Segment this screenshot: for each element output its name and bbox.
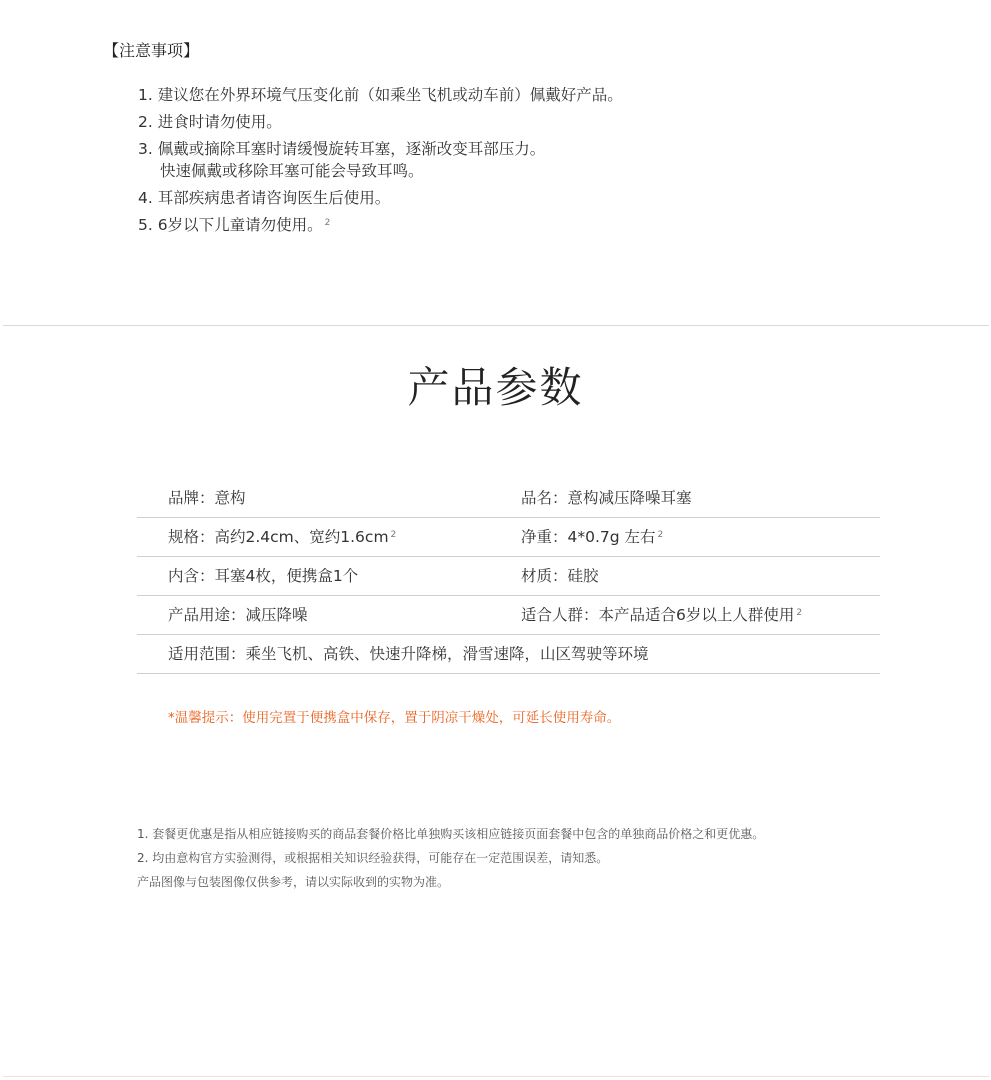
note-item-5 xyxy=(138,214,623,236)
note-number: 3. xyxy=(138,140,153,158)
note-text: 耳部疾病患者请咨询医生后使用。 xyxy=(157,189,391,207)
param-contents: 内含：耳塞4枚，便携盒1个 xyxy=(168,567,359,585)
params-row xyxy=(137,518,880,557)
note-number: 2. xyxy=(138,113,153,131)
note-number: 1. xyxy=(138,86,153,104)
footnotes xyxy=(137,826,764,898)
param-usage: 产品用途：减压降噪 xyxy=(168,606,308,624)
note-item-1 xyxy=(138,84,623,106)
footnote-1: 1. 套餐更优惠是指从相应链接购买的商品套餐价格比单独购买该相应链接页面套餐中包含的单独商品价格之和更优惠。 xyxy=(137,827,765,841)
note-number: 5. xyxy=(138,216,153,234)
params-table xyxy=(137,479,880,674)
footnote-ref: 2 xyxy=(390,530,397,540)
section-divider xyxy=(3,325,989,326)
params-row xyxy=(137,557,880,596)
footnote-ref: 2 xyxy=(324,218,331,228)
footnote-ref: 2 xyxy=(796,608,803,618)
note-number: 4. xyxy=(138,189,153,207)
note-item-2 xyxy=(138,111,623,133)
params-row xyxy=(137,635,880,674)
footnote-disclaimer: 产品图像与包装图像仅供参考，请以实际收到的实物为准。 xyxy=(137,875,450,889)
params-row xyxy=(137,479,880,518)
note-text: 佩戴或摘除耳塞时请缓慢旋转耳塞，逐渐改变耳部压力。 xyxy=(157,140,546,158)
params-row xyxy=(137,596,880,635)
bottom-divider xyxy=(3,1076,989,1077)
param-size: 规格：高约2.4cm、宽约1.6cm $^2$ xyxy=(168,528,397,546)
footnote-2: 2. 均由意构官方实验测得，或根据相关知识经验获得，可能存在一定范围误差，请知悉。 xyxy=(137,851,609,865)
param-product-name: 品名：意构减压降噪耳塞 xyxy=(521,489,692,507)
note-text: 6岁以下儿童请勿使用。 xyxy=(157,216,323,234)
notes-list xyxy=(138,84,623,241)
param-audience: 适合人群：本产品适合6岁以上人群使用 $^2$ xyxy=(521,606,803,624)
warm-tip: *温馨提示：使用完置于便携盒中保存，置于阴凉干燥处，可延长使用寿命。 xyxy=(168,710,621,726)
section-title: 产品参数 xyxy=(407,363,584,412)
note-item-3 xyxy=(138,138,623,182)
note-text: 进食时请勿使用。 xyxy=(157,113,282,131)
param-scope: 适用范围：乘坐飞机、高铁、快速升降梯，滑雪速降，山区驾驶等环境 xyxy=(168,645,649,663)
param-material: 材质：硅胶 xyxy=(521,567,599,585)
note-continuation: 快速佩戴或移除耳塞可能会导致耳鸣。 xyxy=(160,162,424,180)
note-item-4 xyxy=(138,187,623,209)
notes-heading: 【注意事项】 xyxy=(103,41,200,60)
footnote-ref: 2 xyxy=(657,530,664,540)
param-weight: 净重：4*0.7g 左右 $^2$ xyxy=(521,528,664,546)
note-text: 建议您在外界环境气压变化前（如乘坐飞机或动车前）佩戴好产品。 xyxy=(157,86,623,104)
param-brand: 品牌：意构 xyxy=(168,489,246,507)
